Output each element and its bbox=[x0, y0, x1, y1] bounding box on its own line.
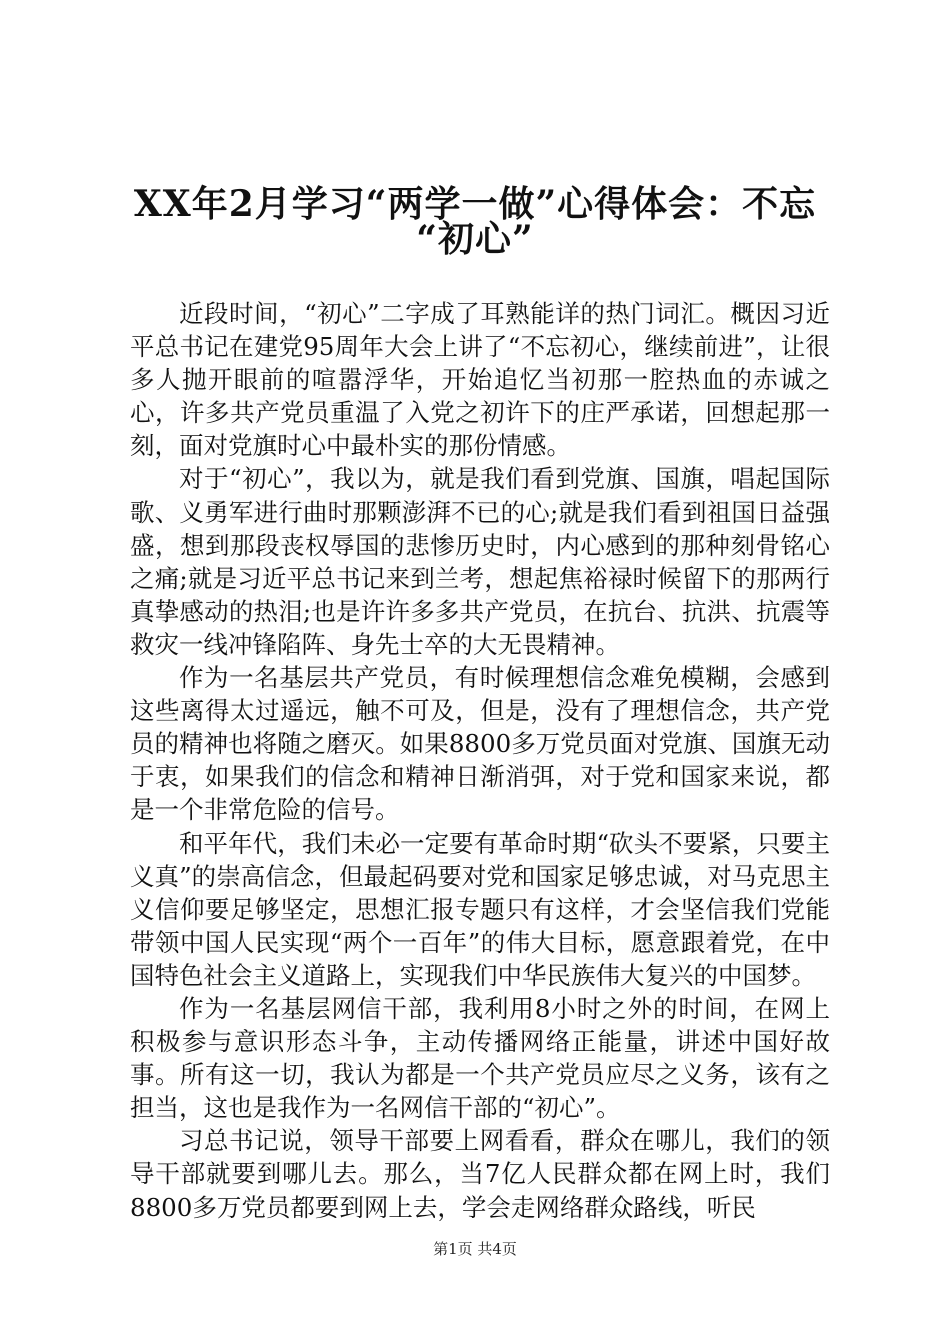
paragraph-3: 作为一名基层共产党员，有时候理想信念难免模糊，会感到这些离得太过遥远，触不可及，但是，没有了理想信念，共产党员的精神也将随之磨灭。如果8800多万党员面对党旗、国旗无动于衷，如果我们的信念和精神日渐消弭，对于党和国家来说，都是一个非常危险的信号。 bbox=[130, 663, 830, 825]
paragraph-4: 和平年代，我们未必一定要有革命时期“砍头不要紧，只要主义真”的崇高信念，但最起码要对党和国家足够忠诚，对马克思主义信仰要足够坚定，思想汇报专题只有这样，才会坚信我们党能带领中国人民实现“两个一百年”的伟大目标，愿意跟着党，在中国特色社会主义道路上，实现我们中华民族伟大复兴的中国梦。 bbox=[130, 828, 830, 990]
paragraph-1: 近段时间，“初心”二字成了耳熟能详的热门词汇。概因习近平总书记在建党95周年大会上讲了“不忘初心，继续前进”，让很多人抛开眼前的喧嚣浮华，开始追忆当初那一腔热血的赤诚之心，许多共产党员重温了入党之初许下的庄严承诺，回想起那一刻，面对党旗时心中最朴实的那份情感。 bbox=[130, 299, 830, 461]
paragraph-2: 对于“初心”，我以为，就是我们看到党旗、国旗，唱起国际歌、义勇军进行曲时那颗澎湃不已的心;就是我们看到祖国日益强盛，想到那段丧权辱国的悲惨历史时，内心感到的那种刻骨铭心之痛;就是习近平总书记来到兰考，想起焦裕禄时候留下的那两行真挚感动的热泪;也是许许多多共产党员，在抗台、抗洪、抗震等救灾一线冲锋陷阵、身先士卒的大无畏精神。 bbox=[130, 464, 830, 659]
document-body bbox=[130, 297, 830, 1224]
document-title-line-1: XX年2月学习“两学一做”心得体会：不忘 bbox=[133, 183, 817, 225]
document-title-line-2: “初心” bbox=[416, 218, 534, 260]
paragraph-6: 习总书记说，领导干部要上网看看，群众在哪儿，我们的领导干部就要到哪儿去。那么，当7亿人民群众都在网上时，我们8800多万党员都要到网上去，学会走网络群众路线，听民 bbox=[130, 1126, 830, 1222]
paragraph-5: 作为一名基层网信干部，我利用8小时之外的时间，在网上积极参与意识形态斗争，主动传播网络正能量，讲述中国好故事。所有这一切，我认为都是一个共产党员应尽之义务，该有之担当，这也是我作为一名网信干部的“初心”。 bbox=[130, 993, 830, 1123]
page-number-footer: 第1页 共4页 bbox=[433, 1240, 517, 1258]
